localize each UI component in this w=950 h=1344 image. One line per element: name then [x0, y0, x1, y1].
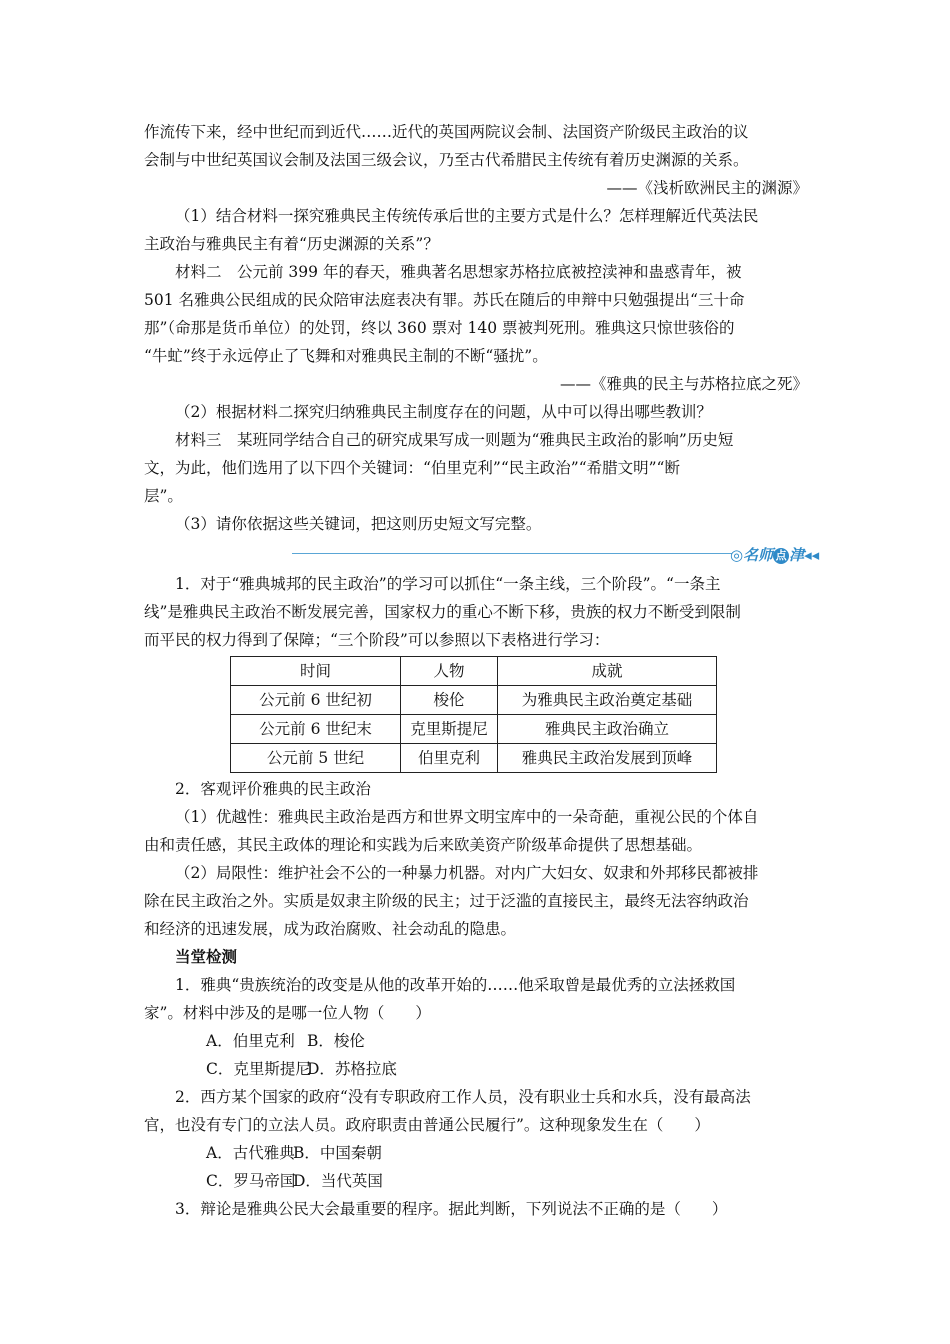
options-row — [144, 1055, 808, 1083]
table-cell: 伯里克利 — [401, 744, 498, 773]
material-3-line: 材料三 某班同学结合自己的研究成果写成一则题为“雅典民主政治的影响”历史短 — [175, 431, 734, 449]
paragraph-line: 作流传下来，经中世纪而到近代……近代的英国两院议会制、法国资产阶级民主政治的议 — [144, 123, 749, 141]
options-row — [144, 1027, 808, 1055]
source-citation: ——《浅析欧洲民主的渊源》 — [606, 179, 808, 197]
tip-1-line: 而平民的权力得到了保障；“三个阶段”可以参照以下表格进行学习： — [144, 631, 610, 649]
option-b: B．梭伦 — [307, 1032, 365, 1050]
question-2: （2）根据材料二探究归纳雅典民主制度存在的问题，从中可以得出哪些教训？ — [175, 403, 712, 421]
material-2-line: “牛虻”终于永远停止了飞舞和对雅典民主制的不断“骚扰”。 — [144, 347, 548, 365]
table-header-row — [231, 657, 717, 686]
table-cell: 克里斯提尼 — [401, 715, 498, 744]
table-cell: 为雅典民主政治奠定基础 — [498, 686, 717, 715]
option-b: B．中国秦朝 — [293, 1144, 382, 1162]
tip-2-line: （2）局限性：维护社会不公的一种暴力机器。对内广大妇女、奴隶和外邦移民都被排 — [175, 864, 759, 882]
tip-2-line: 由和责任感，其民主政体的理论和实践为后来欧美资产阶级革命提供了思想基础。 — [144, 836, 703, 854]
test-q2-line: 官，也没有专门的立法人员。政府职责由普通公民履行”。这种现象发生在（ ） — [144, 1116, 710, 1134]
banner-badge-icon: 点 — [773, 548, 789, 564]
table-row — [231, 686, 717, 715]
tip-2-line: （1）优越性：雅典民主政治是西方和世界文明宝库中的一朵奇葩，重视公民的个体自 — [175, 808, 759, 826]
option-d: D．当代英国 — [293, 1172, 383, 1190]
options-row — [144, 1139, 808, 1167]
tip-1-line: 1．对于“雅典城邦的民主政治”的学习可以抓住“一条主线，三个阶段”。“一条主 — [175, 575, 721, 593]
table-cell: 雅典民主政治确立 — [498, 715, 717, 744]
option-d: D．苏格拉底 — [307, 1060, 397, 1078]
option-a: A．伯里克利 — [206, 1032, 295, 1050]
table-cell: 公元前 6 世纪初 — [231, 686, 401, 715]
test-q3-line: 3．辩论是雅典公民大会最重要的程序。据此判断，下列说法不正确的是（ ） — [175, 1200, 728, 1218]
tip-2-line: 和经济的迅速发展，成为政治腐败、社会动乱的隐患。 — [144, 920, 517, 938]
table-header-cell: 成就 — [498, 657, 717, 686]
table-header-cell: 时间 — [231, 657, 401, 686]
material-3-line: 文，为此，他们选用了以下四个关键词：“伯里克利”“民主政治”“希腊文明”“断 — [144, 459, 680, 477]
option-a: A．古代雅典 — [206, 1144, 295, 1162]
table-cell: 雅典民主政治发展到顶峰 — [498, 744, 717, 773]
test-q2-line: 2．西方某个国家的政府“没有专职政府工作人员，没有职业士兵和水兵，没有最高法 — [175, 1088, 751, 1106]
paragraph-line: 会制与中世纪英国议会制及法国三级会议，乃至古代希腊民主传统有着历史渊源的关系。 — [144, 151, 749, 169]
table-header-cell: 人物 — [401, 657, 498, 686]
material-2-line: 501 名雅典公民组成的民众陪审法庭表决有罪。苏氏在随后的申辩中只勉强提出“三十命 — [144, 291, 745, 309]
stages-table — [230, 656, 717, 773]
document-page — [144, 118, 820, 1223]
source-citation: ——《雅典的民主与苏格拉底之死》 — [559, 375, 808, 393]
table-cell: 公元前 5 世纪 — [231, 744, 401, 773]
option-c: C．罗马帝国 — [206, 1172, 296, 1190]
tip-1-line: 线”是雅典民主政治不断发展完善，国家权力的重心不断下移，贵族的权力不断受到限制 — [144, 603, 741, 621]
test-q1-line: 1．雅典“贵族统治的改变是从他的改革开始的……他采取曾是最优秀的立法拯救国 — [175, 976, 736, 994]
question-3: （3）请你依据这些关键词，把这则历史短文写完整。 — [175, 515, 542, 533]
question-1-line: 主政治与雅典民主有着“历史渊源的关系”？ — [144, 235, 439, 253]
banner-rule — [292, 553, 732, 554]
test-q1-line: 家”。材料中涉及的是哪一位人物（ ） — [144, 1004, 431, 1022]
material-2-line: 那”（命那是货币单位）的处罚，终以 360 票对 140 票被判死刑。雅典这只惊世骇俗的 — [144, 319, 735, 337]
option-c: C．克里斯提尼 — [206, 1060, 311, 1078]
banner-suffix: 津◂◂ — [789, 546, 820, 564]
table-row — [231, 715, 717, 744]
tip-2-line: 除在民主政治之外。实质是奴隶主阶级的民主；过于泛滥的直接民主，最终无法容纳政治 — [144, 892, 749, 910]
material-2-line: 材料二 公元前 399 年的春天，雅典著名思想家苏格拉底被控渎神和蛊惑青年，被 — [175, 263, 742, 281]
tip-2-title: 2．客观评价雅典的民主政治 — [175, 780, 371, 798]
table-row — [231, 744, 717, 773]
section-banner — [144, 540, 820, 568]
banner-label — [730, 541, 819, 569]
material-3-line: 层”。 — [144, 487, 183, 505]
table-cell: 公元前 6 世纪末 — [231, 715, 401, 744]
question-1-line: （1）结合材料一探究雅典民主传统传承后世的主要方式是什么？怎样理解近代英法民 — [175, 207, 759, 225]
table-cell: 梭伦 — [401, 686, 498, 715]
options-row — [144, 1167, 808, 1195]
section-heading: 当堂检测 — [175, 948, 238, 966]
banner-prefix: ◎名师 — [730, 546, 774, 564]
